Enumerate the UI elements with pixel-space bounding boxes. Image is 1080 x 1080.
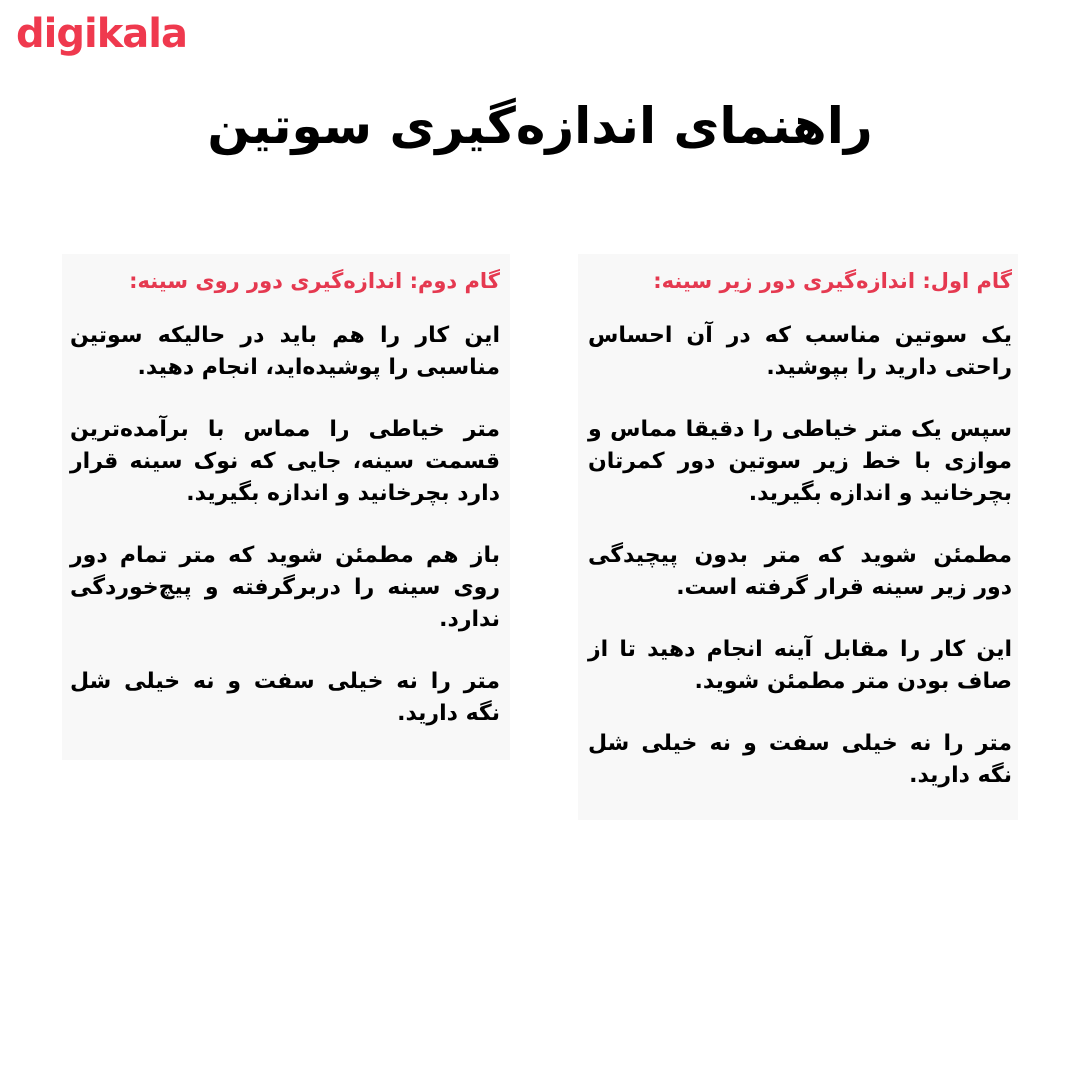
step-one-paragraph-4: این کار را مقابل آینه انجام دهید تا از صاف بودن متر مطمئن شوید. <box>588 637 1012 694</box>
step-two-paragraph-3: باز هم مطمئن شوید که متر تمام دور روی سینه را دربرگرفته و پیچ‌خوردگی ندارد. <box>70 543 500 632</box>
step-one-heading: گام اول: اندازه‌گیری دور زیر سینه: <box>653 269 1012 293</box>
step-two-paragraph-2: متر خیاطی را مماس با برآمده‌ترین قسمت سینه، جایی که نوک سینه قرار دارد بچرخانید و اندازه بگیرید. <box>70 417 500 506</box>
step-one-paragraph-2: سپس یک متر خیاطی را دقیقا مماس و موازی با خط زیر سوتین دور کمرتان بچرخانید و اندازه بگیرید. <box>588 417 1012 506</box>
step-one-paragraph-5: متر را نه خیلی سفت و نه خیلی شل نگه دارید. <box>588 731 1012 788</box>
step-one-panel <box>578 254 1018 820</box>
step-two-heading: گام دوم: اندازه‌گیری دور روی سینه: <box>129 269 500 293</box>
step-one-paragraph-3: مطمئن شوید که متر بدون پیچیدگی دور زیر سینه قرار گرفته است. <box>588 543 1012 600</box>
page-title: راهنمای اندازه‌گیری سوتین <box>207 97 873 155</box>
step-one-paragraph-1: یک سوتین مناسب که در آن احساس راحتی دارید را بپوشید. <box>588 323 1012 380</box>
step-two-paragraph-1: این کار را هم باید در حالیکه سوتین مناسبی را پوشیده‌اید، انجام دهید. <box>70 323 500 380</box>
step-two-panel <box>62 254 510 760</box>
digikala-logo: digikala <box>16 11 187 57</box>
step-two-paragraph-4: متر را نه خیلی سفت و نه خیلی شل نگه دارید. <box>70 669 500 726</box>
